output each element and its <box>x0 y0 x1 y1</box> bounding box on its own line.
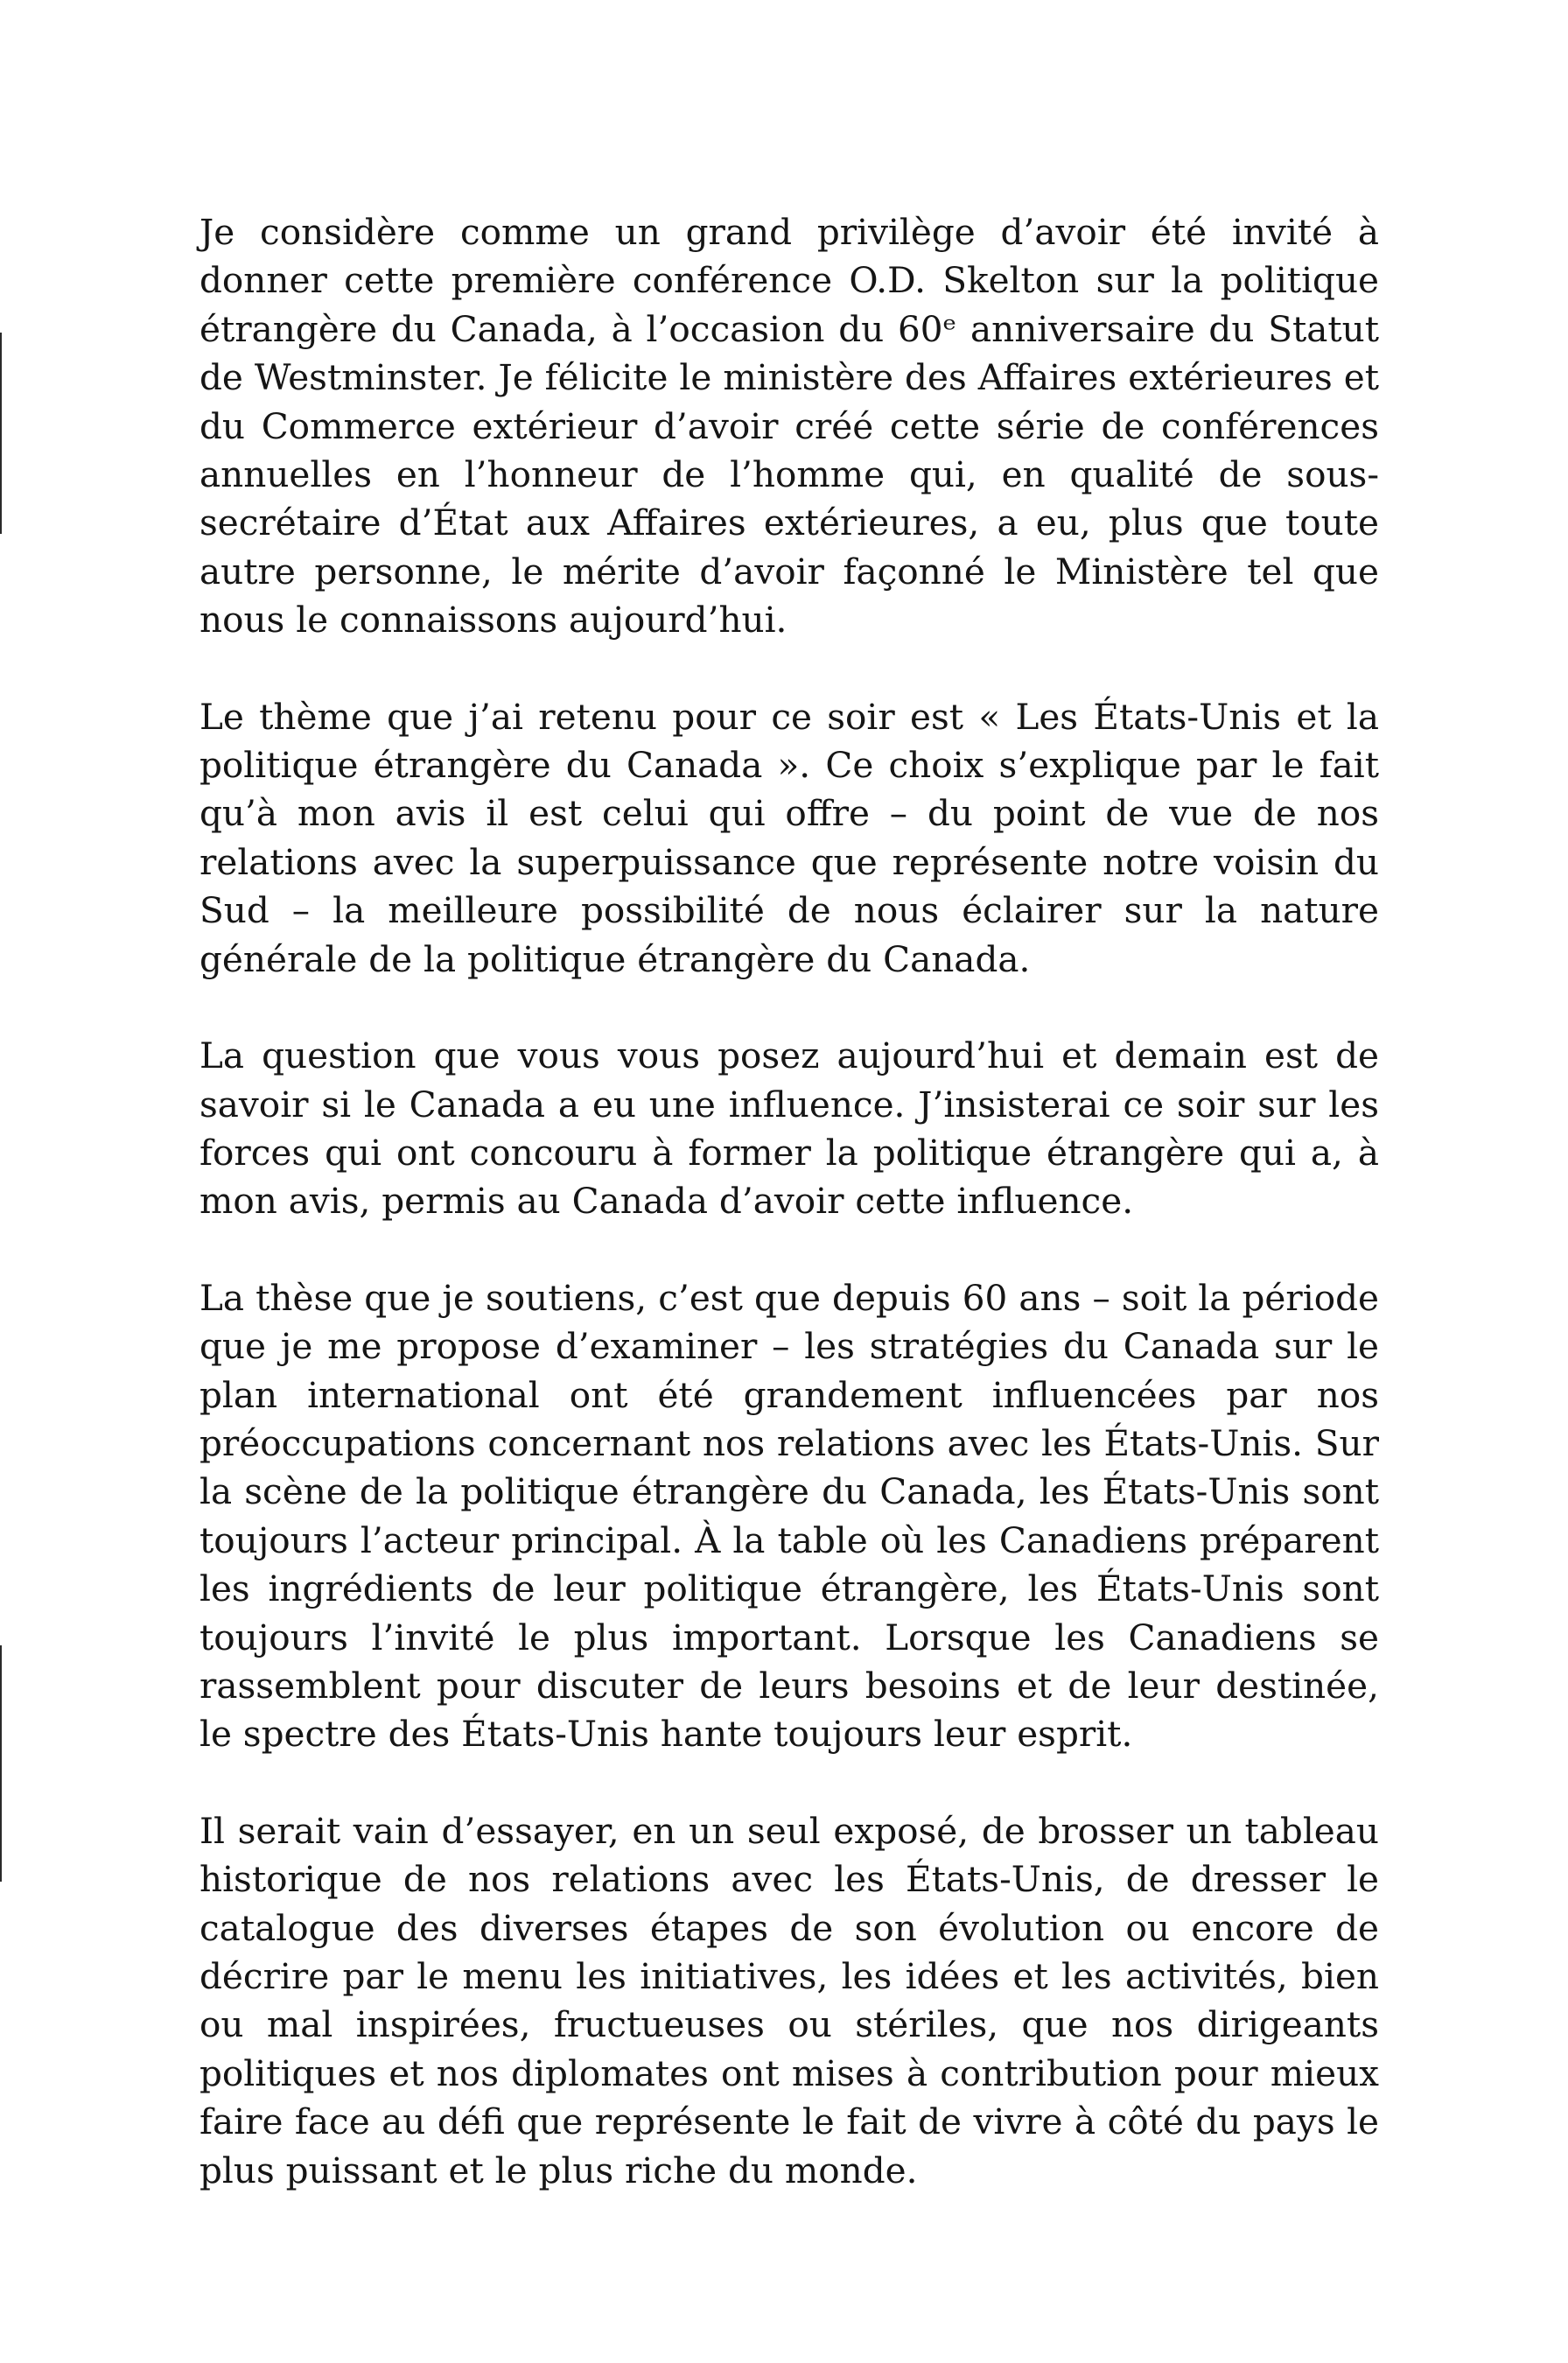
scan-edge-mark <box>0 1645 2 1882</box>
paragraph-2: Le thème que j’ai retenu pour ce soir est « Les États-Unis et la politique étrangère du Canada ». Ce choix s’explique par le fait qu’à mon avis il est celui qui offre – du point de vue de nos relations avec la superpuissance que représente notre voisin du Sud – la meilleure possibilité de nous éclairer sur la nature générale de la politique étrangère du Canada. <box>200 695 1379 980</box>
paragraph-5: Il serait vain d’essayer, en un seul exposé, de brosser un tableau historique de nos relations avec les États-Unis, de dresser le catalogue des diverses étapes de son évolution ou encore de décrire par le menu les initiatives, les idées et les activités, bien ou mal inspirées, fructueuses ou stériles, que nos dirigeants politiques et nos diplomates ont mises à contribution pour mieux faire face au défi que représente le fait de vivre à côté du pays le plus puissant et le plus riche du monde. <box>200 1809 1379 2191</box>
body-text <box>200 208 1379 2195</box>
paragraph-3: La question que vous vous posez aujourd’hui et demain est de savoir si le Canada a eu une influence. J’insisterai ce soir sur les forces qui ont concouru à former la politique étrangère qui a, à mon avis, permis au Canada d’avoir cette influence. <box>200 1034 1379 1223</box>
paragraph-4: La thèse que je soutiens, c’est que depuis 60 ans – soit la période que je me propose d’examiner – les stratégies du Canada sur le plan international ont été grandement influencées par nos préoccupations concernant nos relations avec les États-Unis. Sur la scène de la politique étrangère du Canada, les États-Unis sont toujours l’acteur principal. À la table où les Canadiens préparent les ingrédients de leur politique étrangère, les États-Unis sont toujours l’invité le plus important. Lorsque les Canadiens se rassemblent pour discuter de leurs besoins et de leur destinée, le spectre des États-Unis hante toujours leur esprit. <box>200 1276 1379 1756</box>
paragraph-1: Je considère comme un grand privilège d’avoir été invité à donner cette première conférence O.D. Skelton sur la politique étrangère du Canada, à l’occasion du 60ᵉ anniversaire du Statut de Westminster. Je félicite le ministère des Affaires extérieures et du Commerce extérieur d’avoir créé cette série de conférences annuelles en l’honneur de l’homme qui, en qualité de sous-secrétaire d’État aux Affaires extérieures, a eu, plus que toute autre personne, le mérite d’avoir façonné le Ministère tel que nous le connaissons aujourd’hui. <box>200 211 1379 642</box>
scan-edge-mark <box>0 333 2 534</box>
